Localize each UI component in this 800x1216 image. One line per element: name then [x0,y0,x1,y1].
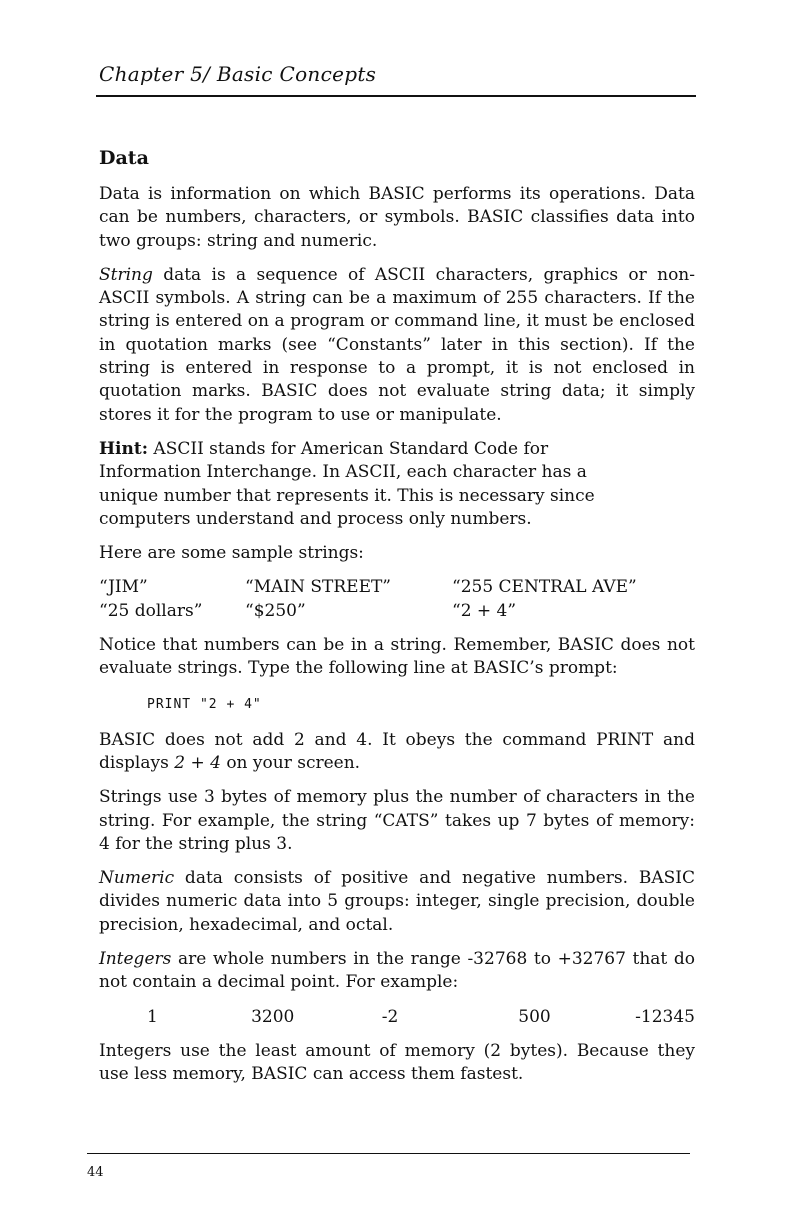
paragraph-string-text: data is a sequence of ASCII characters, graphics or non-ASCII symbols. A string can be a maximum of 255 characters. If the string is entered on a program or command line, it must be enclosed in quotation marks (see “Constants” later in this section). If the string is entered in response to a prompt, it is not enclosed in quotation marks. BASIC does not evaluate string data; it simply stores it for the program to use or manipulate. [99,264,695,425]
paragraph-integers [99,948,695,995]
paragraph-print-result [99,729,695,776]
integer-examples [99,1006,695,1029]
sample-string: “$250” [245,600,306,621]
sample-string: “JIM” [99,577,148,598]
paragraph-string [99,264,695,427]
integer-example: 1 [147,1006,158,1027]
print-result-em: 2 + 4 [174,752,221,773]
header-rule [96,95,696,97]
code-example: PRINT "2 + 4" [147,696,262,712]
section-heading: Data [99,147,149,169]
integer-example: 3200 [251,1006,295,1027]
integer-example: 500 [518,1006,551,1027]
paragraph-integers-text: are whole numbers in the range -32768 to +32767 that do not contain a decimal point. For example: [99,949,695,993]
paragraph-numeric [99,867,695,937]
sample-strings [99,576,695,623]
term-numeric: Numeric [99,868,175,889]
sample-string: “MAIN STREET” [245,577,392,598]
term-string: String [99,264,153,285]
sample-string: “25 dollars” [99,600,203,621]
paragraph-samples-intro: Here are some sample strings: [99,543,364,564]
print-result-b: on your screen. [220,752,361,773]
print-result-a: BASIC does not add 2 and 4. It obeys the command PRINT and displays [99,729,695,773]
integer-example: -12345 [635,1006,695,1027]
paragraph-integer-memory: Integers use the least amount of memory (2 bytes). Because they use less memory, BASIC can access them fastest. [99,1040,695,1085]
term-integers: Integers [99,949,172,970]
paragraph-intro: Data is information on which BASIC performs its operations. Data can be numbers, characters, or symbols. BASIC classifies data into two groups: string and numeric. [99,184,695,251]
sample-string: “2 + 4” [452,600,517,621]
paragraph-numeric-text: data consists of positive and negative numbers. BASIC divides numeric data into 5 groups: integer, single precision, double precision, hexadecimal, and octal. [99,868,695,935]
body-text [99,183,695,1098]
footer-rule [87,1153,690,1154]
chapter-header: Chapter 5/ Basic Concepts [99,62,377,86]
integer-example: -2 [381,1006,399,1027]
sample-string: “255 CENTRAL AVE” [452,577,637,598]
paragraph-string-memory: Strings use 3 bytes of memory plus the number of characters in the string. For example, the string “CATS” takes up 7 bytes of memory: 4 for the string plus 3. [99,787,695,854]
hint-text: ASCII stands for American Standard Code for Information Interchange. In ASCII, each character has a unique number that represents it. This is necessary since computers understand and process only numbers. [99,438,595,529]
hint-label: Hint: [99,438,149,459]
hint-box [99,438,619,531]
paragraph-notice: Notice that numbers can be in a string. Remember, BASIC does not evaluate strings. Type the following line at BASIC’s prompt: [99,635,695,679]
page-number: 44 [87,1165,104,1180]
